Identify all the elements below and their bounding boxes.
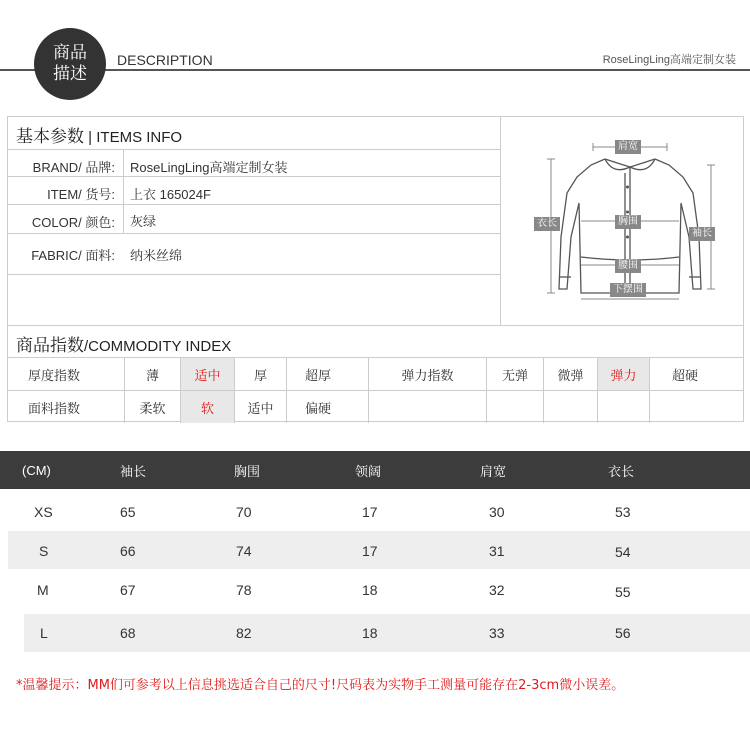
chest-label: 胸围 (615, 215, 641, 229)
color-value: 灰绿 (130, 214, 157, 229)
size-cell: 82 (236, 625, 252, 641)
elasticity-label: 弹力指数 (401, 368, 454, 384)
badge-line1: 商品 (53, 43, 87, 63)
info-table (7, 116, 744, 422)
elasticity-option-elastic: 弹力 (598, 358, 649, 390)
hem-label: 下摆围 (610, 283, 646, 297)
size-cell: 30 (489, 504, 505, 520)
elasticity-option-stiff: 超硬 (671, 368, 698, 384)
item-label: ITEM/ 货号: (47, 187, 115, 202)
fabric-option-soft: 柔软 (139, 401, 166, 417)
size-header-cm: (CM) (22, 462, 51, 478)
commodity-index-title-cn: 商品指数 (16, 336, 84, 356)
fabric-label: FABRIC/ 面料: (31, 248, 115, 263)
shoulder-label: 肩宽 (615, 140, 641, 154)
basic-info-title: 基本参数 | ITEMS INFO (16, 127, 183, 147)
size-cell: 56 (615, 625, 631, 641)
size-cell: 54 (615, 544, 631, 560)
color-label: COLOR/ 颜色: (31, 215, 115, 230)
size-cell: 55 (615, 584, 631, 600)
size-cell: 18 (362, 625, 378, 641)
length-label: 衣长 (534, 217, 560, 231)
section-badge (34, 28, 106, 100)
size-cell: 53 (615, 504, 631, 520)
fabric-value: 纳米丝绵 (130, 248, 183, 263)
size-cell: 70 (236, 504, 252, 520)
fabric-option-stiff: 偏硬 (305, 401, 332, 417)
size-cell: 33 (489, 625, 505, 641)
size-header-shoulder: 肩宽 (480, 463, 507, 479)
thickness-option-thin: 薄 (145, 368, 159, 384)
sizing-note: *温馨提示：MM们可参考以上信息挑选适合自己的尺寸!尺码表为实物手工测量可能存在2-3cm微小误差。 (16, 678, 625, 693)
basic-info-title-cn: 基本参数 (16, 127, 84, 147)
table-row (0, 493, 750, 531)
size-cell: S (39, 543, 49, 559)
fabric-index-label: 面料指数 (28, 401, 81, 417)
elasticity-option-slight: 微弹 (557, 368, 584, 384)
table-row (0, 571, 750, 609)
size-cell: 78 (236, 582, 252, 598)
size-cell: 68 (120, 625, 136, 641)
size-header-chest: 胸围 (234, 463, 261, 479)
size-cell: 17 (362, 543, 378, 559)
size-header-sleeve: 袖长 (120, 463, 147, 479)
size-cell: M (37, 582, 49, 598)
brand-value: RoseLingLing高端定制女装 (130, 160, 288, 175)
size-cell: L (40, 625, 48, 641)
thickness-label: 厚度指数 (28, 368, 81, 384)
size-cell: 66 (120, 543, 136, 559)
size-cell: 65 (120, 504, 136, 520)
size-header-length: 衣长 (608, 463, 635, 479)
header-divider (0, 69, 750, 71)
size-cell: 74 (236, 543, 252, 559)
thickness-option-thick: 厚 (253, 368, 267, 384)
size-cell: XS (34, 504, 53, 520)
commodity-index-title-en: COMMODITY INDEX (88, 338, 232, 355)
size-cell: 31 (489, 543, 505, 559)
sleeve-label: 袖长 (689, 227, 715, 241)
fabric-option-softer: 软 (181, 391, 234, 423)
badge-line2: 描述 (53, 64, 87, 84)
size-cell: 32 (489, 582, 505, 598)
brand-name: RoseLingLing高端定制女装 (602, 54, 736, 66)
size-cell: 18 (362, 582, 378, 598)
thickness-option-extra-thick: 超厚 (305, 368, 332, 384)
size-cell: 17 (362, 504, 378, 520)
basic-info-title-en: ITEMS INFO (96, 129, 183, 146)
size-header-collar: 领阔 (355, 463, 382, 479)
thickness-option-medium: 适中 (181, 358, 234, 390)
size-cell: 67 (120, 582, 136, 598)
fabric-option-medium: 适中 (247, 401, 274, 417)
commodity-index-title: 商品指数/COMMODITY INDEX (16, 336, 232, 356)
description-heading: DESCRIPTION (117, 52, 213, 68)
table-row (8, 531, 750, 569)
brand-label: BRAND/ 品牌: (32, 160, 115, 175)
table-row (24, 614, 750, 652)
item-value: 上衣 165024F (130, 187, 211, 202)
elasticity-option-none: 无弹 (501, 368, 528, 384)
waist-label: 腰围 (615, 259, 641, 273)
jacket-diagram (501, 117, 743, 325)
